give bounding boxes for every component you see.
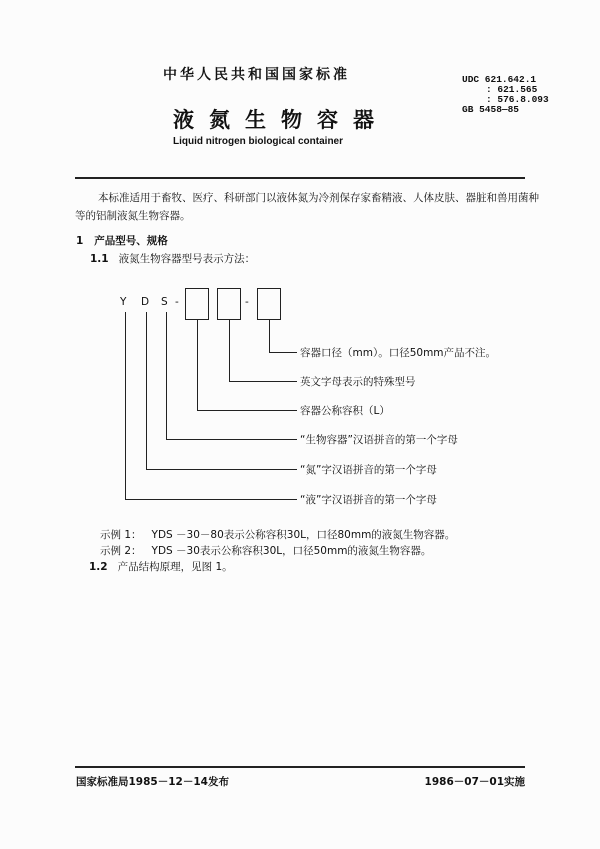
header-divider — [75, 177, 525, 179]
udc-code: UDC 621.642.1 — [462, 74, 537, 85]
special-code-box — [217, 288, 241, 320]
diagram-label: “氮”字汉语拼音的第一个字母 — [300, 464, 437, 476]
letter-d: D — [141, 296, 150, 308]
diameter-box — [257, 288, 281, 320]
diagram-label: 英文字母表示的特殊型号 — [300, 376, 416, 388]
diagram-label: 容器公称容积（L） — [300, 405, 390, 417]
section-1-1-heading: 1.1 液氮生物容器型号表示方法： — [90, 253, 256, 265]
effective-date: 1986－07－01实施 — [424, 776, 525, 788]
example-1: 示例 1： YDS －30－80表示公称容积30L，口径80mm的液氮生物容器。 — [100, 529, 456, 541]
dash: - — [175, 296, 179, 308]
footer-divider — [75, 766, 525, 768]
capacity-box — [185, 288, 209, 320]
dash: - — [245, 296, 249, 308]
diagram-label: 容器口径（mm）。口径50mm产品不注。 — [300, 347, 497, 359]
diagram-label: “生物容器”汉语拼音的第一个字母 — [300, 434, 458, 446]
gb-number: GB 5458—85 — [462, 104, 520, 115]
udc-codes — [462, 75, 549, 115]
document-title: 液氮生物容器 — [173, 108, 389, 132]
letter-y: Y — [120, 296, 127, 308]
diagram-label: “液”字汉语拼音的第一个字母 — [300, 494, 437, 506]
section-1-2-heading: 1.2 产品结构原理，见图 1。 — [89, 561, 233, 573]
udc-code: : 621.565 — [486, 84, 538, 95]
english-title: Liquid nitrogen biological container — [173, 136, 343, 147]
issue-date: 国家标准局1985－12－14发布 — [76, 776, 229, 788]
intro-line: 本标准适用于畜牧、医疗、科研部门以液体氮为冷剂保存家畜精液、人体皮肤、器脏和兽用菌种 — [98, 192, 539, 204]
standard-name: 中华人民共和国国家标准 — [163, 67, 350, 83]
udc-code: : 576.8.093 — [486, 94, 549, 105]
intro-line: 等的铝制液氮生物容器。 — [75, 210, 191, 222]
letter-s: S — [161, 296, 168, 308]
example-2: 示例 2： YDS －30表示公称容积30L，口径50mm的液氮生物容器。 — [100, 545, 432, 557]
section-1-heading: 1 产品型号、规格 — [76, 235, 168, 247]
